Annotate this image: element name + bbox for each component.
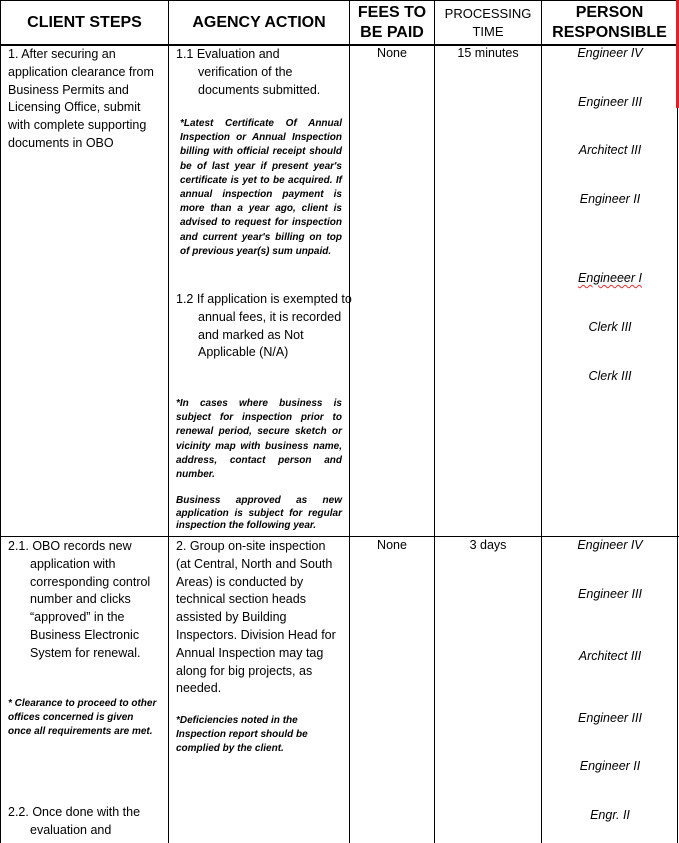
row2-fees: None: [377, 538, 407, 552]
header-processing-time: [435, 1, 541, 44]
row2-person-5: Engineer II: [579, 759, 641, 773]
row2-processing-time: 3 days: [469, 538, 507, 552]
row2-action-note: *Deficiencies noted in the Inspection report should be complied by the client.: [176, 715, 308, 755]
header-person-line2: RESPONSIBLE: [552, 23, 667, 41]
column-divider-4: [541, 0, 542, 843]
row1-processing-time: 15 minutes: [457, 46, 519, 60]
row1-person-3: Architect III: [578, 143, 642, 157]
column-divider-2: [349, 0, 350, 843]
row1-note-sketch: *In cases where business is subject for inspection prior to renewal period, secure sketch or vicinity map with business name, address, contact person and number.: [176, 398, 342, 481]
header-processing-line1: PROCESSING: [444, 5, 532, 21]
row2-person-3: Architect III: [578, 649, 642, 663]
row1-person-5-label: Engineeer I: [578, 271, 642, 285]
column-divider-1: [168, 0, 169, 843]
row1-person-6: Clerk III: [588, 320, 632, 334]
row1-person-7: Clerk III: [588, 369, 632, 383]
row1-action-1-2: 1.2 If application is exempted to annual fees, it is recorded and marked as Not Applicable (N/A): [176, 292, 352, 360]
header-person-responsible: [542, 1, 677, 44]
header-fees-line2: BE PAID: [360, 23, 424, 41]
row2-person-4: Engineer III: [578, 711, 642, 725]
column-divider-3: [434, 0, 435, 843]
row1-client-step: 1. After securing an application clearance from Business Permits and Licensing Office, submit with complete supporting documents in OBO: [8, 47, 154, 150]
row1-fees: None: [377, 46, 407, 60]
header-processing-line2: TIME: [472, 23, 504, 39]
header-client-steps-label: CLIENT STEPS: [27, 13, 142, 31]
row2-person-1: Engineer IV: [577, 538, 643, 552]
header-fees: [350, 1, 434, 44]
table-right-border: [677, 0, 678, 843]
row2-client-note: * Clearance to proceed to other offices concerned is given once all requirements are met.: [8, 698, 157, 738]
row2-client-step-2-2: 2.2. Once done with the evaluation and: [8, 805, 141, 837]
header-agency-action-label: AGENCY ACTION: [192, 13, 326, 31]
row1-person-5: [543, 271, 677, 285]
row1-bottom-border: [0, 536, 679, 537]
row2-person-2: Engineer III: [578, 587, 642, 601]
row2-action-2: 2. Group on-site inspection (at Central, North and South Areas) is conducted by technical section heads assisted by Building Inspectors. Division Head for Annual Inspection may tag along for big projects, as needed.: [176, 539, 336, 696]
header-person-line1: PERSON: [575, 3, 644, 21]
row1-person-2: Engineer III: [578, 95, 642, 109]
header-client-steps: [1, 1, 168, 44]
row2-client-step-2-1: 2.1. OBO records new application with corresponding control number and clicks “approved” in the Business Electronic System for renewal.: [8, 539, 151, 660]
row1-person-4: Engineer II: [579, 192, 641, 206]
row2-person-6: Engr. II: [590, 808, 630, 822]
header-agency-action: [169, 1, 349, 44]
header-fees-line1: FEES TO: [357, 3, 427, 21]
row1-action-1-1: 1.1 Evaluation and verification of the documents submitted.: [176, 47, 321, 97]
row1-person-1: Engineer IV: [577, 46, 643, 60]
table-left-border: [0, 0, 1, 843]
row1-note-new-application: Business approved as new application is subject for regular inspection the following year.: [176, 495, 342, 531]
row1-note-certificate: *Latest Certificate Of Annual Inspection or Annual Inspection billing with official receipt should be of last year if present year's certificate is yet to be acquired. If annual inspection payment is more than a year ago, client is advised to request for inspection and current year's billing on top of previous year(s) sum unpaid.: [180, 118, 342, 257]
